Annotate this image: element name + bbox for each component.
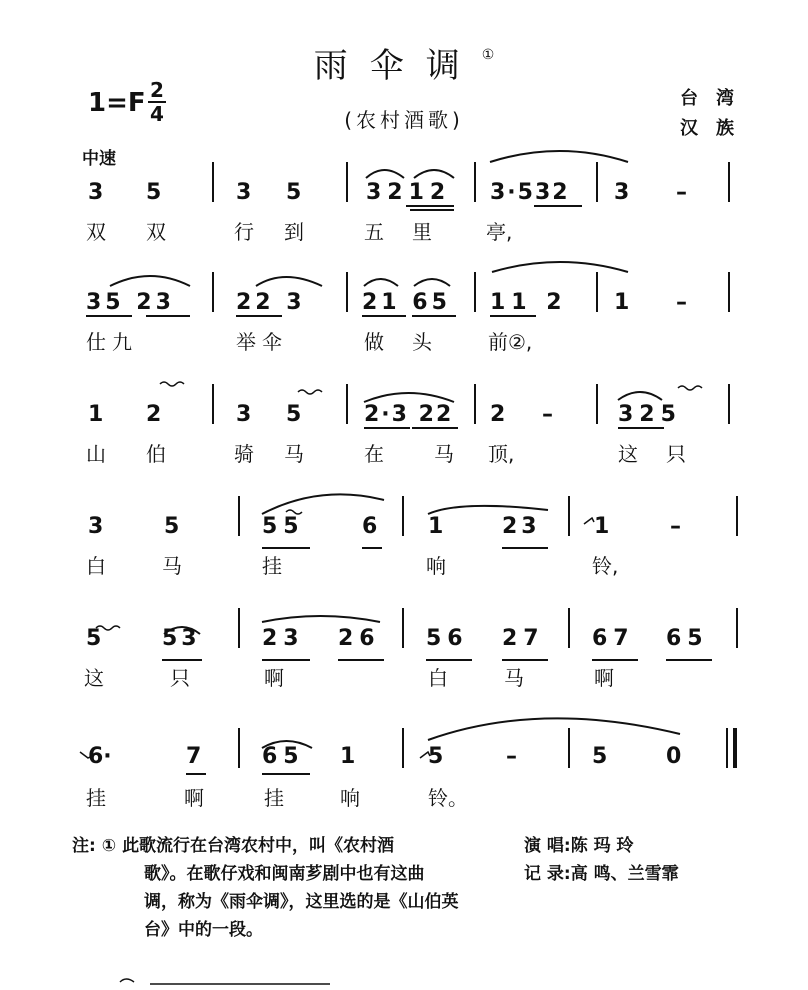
lyric: 白 [86, 554, 106, 578]
lyric: 啊 [184, 786, 204, 810]
footnotes: 注: ① 此歌流行在台湾农村中，叫《农村酒 歌》。在歌仔戏和闽南芗剧中也有这曲 调，称为《雨伞调》，这里选的是《山伯英 台》中的一段。 [72, 836, 459, 940]
lyric: 伯 [146, 442, 166, 466]
note: 3 [236, 402, 252, 427]
song-title: 雨伞调① [313, 46, 495, 86]
note: 56 [426, 626, 469, 651]
lyric: 头 [412, 330, 432, 354]
singer-value: 陈 玛 玲 [570, 836, 634, 856]
song-subtitle: (农村酒歌) [344, 108, 464, 132]
lyric: 双 [86, 220, 106, 244]
note: 21 65 [362, 290, 451, 315]
lyric: 到 [284, 220, 304, 244]
note: 1 [428, 514, 444, 539]
note: 5 [428, 744, 444, 769]
lyric: 顶, [488, 442, 515, 466]
note: 325 [618, 402, 682, 427]
note: 5 [592, 744, 608, 769]
lyric: 在 [364, 442, 384, 466]
lyric: 马 [434, 442, 454, 466]
lyric: 双 [146, 220, 166, 244]
song-origin: 台湾 汉族 [680, 88, 752, 139]
note: 5 [86, 626, 102, 651]
lyric: 挂 [264, 786, 284, 810]
lyric: 里 [412, 220, 432, 244]
lyric: 马 [284, 442, 304, 466]
lyric: 马 [162, 554, 182, 578]
lyric: 仕九 [86, 330, 138, 354]
note: 5 [146, 180, 162, 205]
recorder-label: 记 录: [524, 864, 571, 884]
note: 35 23 [86, 290, 175, 315]
singer-label: 演 唱: [524, 836, 571, 856]
note: 1 [88, 402, 104, 427]
lyric: 响 [426, 554, 446, 578]
note: – [670, 514, 681, 539]
note: 53 [162, 626, 201, 651]
lyric: 铃。 [428, 786, 468, 810]
lyric: 前②, [488, 330, 533, 354]
key-signature: 1=F [88, 88, 146, 118]
note: 23 [502, 514, 541, 539]
note: 3·532 [490, 180, 570, 205]
note: 5 [164, 514, 180, 539]
lyric: 只 [666, 442, 686, 466]
lyric: 只 [170, 666, 190, 690]
note: 5 [286, 402, 302, 427]
lyric: 骑 [234, 442, 254, 466]
note: 11 2 [490, 290, 568, 315]
lyric: 啊 [264, 666, 284, 690]
credits [524, 832, 679, 888]
note: 3 [614, 180, 630, 205]
lyric: 铃, [592, 554, 619, 578]
lyric: 亭, [486, 220, 513, 244]
time-signature: 2 4 [148, 80, 166, 124]
note: 3 [236, 180, 252, 205]
lyric: 这 [84, 666, 104, 690]
note: 22 3 [236, 290, 306, 315]
tempo-marking: 中速 [82, 149, 116, 169]
note: – [506, 744, 517, 769]
note: 67 [592, 626, 635, 651]
note: 6 [362, 514, 378, 539]
lyric: 挂 [86, 786, 106, 810]
lyric: 挂 [262, 554, 282, 578]
recorder-value: 高 鸣、兰雪霏 [570, 864, 679, 884]
note: 65 [666, 626, 709, 651]
note: 23 [262, 626, 305, 651]
note: 65 [262, 744, 305, 769]
note: 6· [88, 744, 112, 769]
note: 1 [340, 744, 356, 769]
lyric: 山 [86, 442, 106, 466]
lyric: 马 [504, 666, 524, 690]
lyric: 做 [364, 330, 384, 354]
note: 3 [88, 180, 104, 205]
note: 7 [186, 744, 202, 769]
note: 2·3 22 [364, 402, 454, 427]
note: – [676, 290, 687, 315]
lyric: 举伞 [236, 330, 288, 354]
note: 1 [614, 290, 630, 315]
note: 3 [88, 514, 104, 539]
note: 1 [594, 514, 610, 539]
note: 5 [286, 180, 302, 205]
note: 0 [666, 744, 682, 769]
note: 3212 [366, 180, 452, 205]
lyric: 这 [618, 442, 638, 466]
lyric: 五 [364, 220, 384, 244]
note: 2 [490, 402, 506, 427]
lyric: 响 [340, 786, 360, 810]
note: – [542, 402, 553, 427]
note: – [676, 180, 687, 205]
lyric: 啊 [594, 666, 614, 690]
note: 27 [502, 626, 545, 651]
note: 26 [338, 626, 381, 651]
lyric: 白 [428, 666, 448, 690]
lyric: 行 [234, 220, 254, 244]
note: 2 [146, 402, 162, 427]
note: 55 [262, 514, 305, 539]
